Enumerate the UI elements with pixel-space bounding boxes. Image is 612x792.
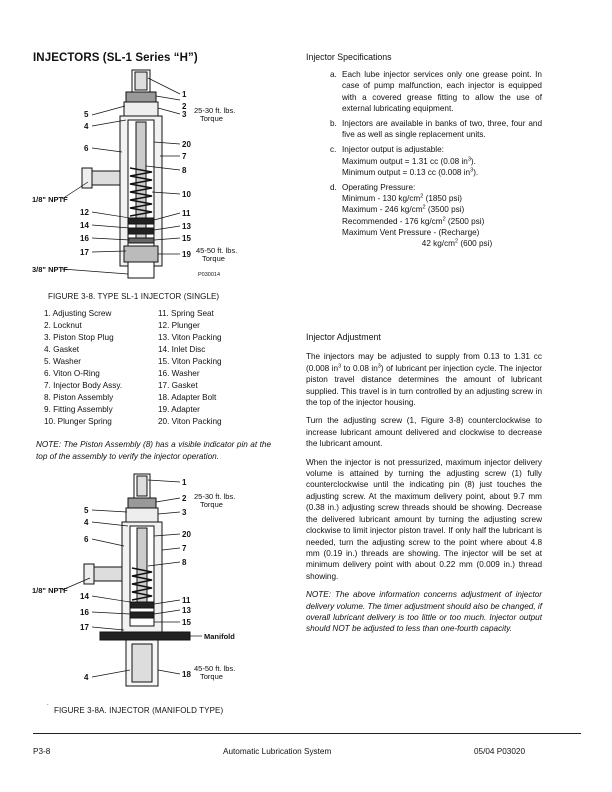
fig1-callout-16: 16 — [80, 234, 89, 243]
spec-text — [342, 182, 542, 249]
fig1-code: P030014 — [198, 272, 221, 278]
fig1-callout-17: 17 — [80, 248, 89, 257]
fig2-callout-7: 7 — [182, 544, 187, 553]
spec-item-b — [330, 118, 542, 140]
part-item: 13. Viton Packing — [158, 333, 222, 342]
adjustment-heading: Injector Adjustment — [306, 332, 381, 342]
text: Minimum - 130 kg/cm — [342, 194, 421, 204]
part-item: 9. Fitting Assembly — [44, 405, 113, 414]
specifications-heading: Injector Specifications — [306, 52, 392, 62]
spec-text: Each lube injector services only one grease point. In case of pump malfunction, each injector is equipped with a covered grease fitting to allow the use of external lubricating equipment. — [342, 70, 542, 113]
spec-d-vent: Maximum Vent Pressure - (Recharge) — [342, 227, 480, 237]
part-item: 11. Spring Seat — [158, 309, 214, 318]
spec-item-d — [330, 182, 542, 249]
fig2-callout-18: 18 — [182, 670, 191, 679]
text: (3500 psi) — [425, 205, 465, 215]
superscript: 3 — [467, 155, 471, 162]
text: The injectors may be adjusted to supply from 0.13 to 1.31 cc (0.008 in — [306, 352, 542, 373]
part-item: 5. Washer — [44, 357, 82, 366]
fig2-torque-top-label: Torque — [200, 500, 223, 509]
fig1-torque-bottom: 45-50 ft. lbs. — [196, 246, 238, 255]
part-item: 3. Piston Stop Plug — [44, 333, 114, 342]
spec-letter: d. — [330, 183, 337, 193]
fig2-callout-1: 1 — [182, 478, 187, 487]
spec-c-title: Injector output is adjustable: — [342, 145, 444, 155]
adjustment-paragraph-2: Turn the adjusting screw (1, Figure 3-8) counterclockwise to increase lubricant amount delivered and clockwise to decrease the lubricant amount. — [306, 416, 542, 449]
part-item: 17. Gasket — [158, 381, 198, 390]
fig1-callout-8: 8 — [182, 166, 187, 175]
spec-letter: c. — [330, 145, 337, 155]
text: to 0.08 in — [341, 363, 378, 373]
fig1-callout-6: 6 — [84, 144, 89, 153]
text: Maximum - 246 kg/cm — [342, 205, 423, 215]
text: (2500 psi) — [445, 216, 485, 226]
part-item: 6. Viton O-Ring — [44, 369, 100, 378]
fig1-callout-12: 12 — [80, 208, 89, 217]
footer-page-number: P3-8 — [33, 747, 51, 756]
part-item: 10. Plunger Spring — [44, 417, 112, 426]
spec-d-vent-value — [342, 238, 542, 249]
fig2-manifold-label: Manifold — [204, 632, 235, 641]
fig2-nptf: 1/8" NPTF — [32, 586, 68, 595]
fig1-callout-15: 15 — [182, 234, 191, 243]
fig2-callout-15: 15 — [182, 618, 191, 627]
page-title: INJECTORS (SL-1 Series “H”) — [33, 52, 198, 64]
fig2-callout-11: 11 — [182, 596, 191, 605]
spec-item-a — [330, 69, 542, 114]
spec-text: Injectors are available in banks of two, three, four and five as well as single replacement units. — [342, 119, 542, 140]
spec-d-title: Operating Pressure: — [342, 183, 416, 193]
spec-letter: b. — [330, 119, 337, 129]
injector-adjustment — [306, 332, 542, 642]
adjustment-paragraph-1 — [306, 351, 542, 408]
fig2-callout-13: 13 — [182, 606, 191, 615]
spec-c-min — [342, 167, 542, 178]
fig1-nptf-2: 3/8" NPTF — [32, 265, 68, 274]
stray-dot: . — [47, 701, 49, 707]
fig1-callout-3: 3 — [182, 110, 187, 119]
fig1-callout-1: 1 — [182, 90, 187, 99]
text: (1850 psi) — [423, 194, 463, 204]
spec-d-max — [342, 204, 542, 215]
part-item: 2. Locknut — [44, 321, 82, 330]
part-item: 19. Adapter — [158, 405, 200, 414]
fig1-callout-7: 7 — [182, 152, 187, 161]
part-item: 14. Inlet Disc — [158, 345, 206, 354]
text: ) of lubricant per injection cycle. The injector piston travel distance determines the amount of lubricant supplied. This travel is in turn controlled by an adjusting screw in the top of the injector housing. — [306, 363, 542, 408]
text: ). — [470, 156, 476, 166]
specifications-list — [330, 69, 542, 249]
spec-item-c — [330, 144, 542, 178]
text: Recommended - 176 kg/cm — [342, 216, 443, 226]
figure-sl1-injector-single — [30, 68, 275, 290]
fig2-callout-20: 20 — [182, 530, 191, 539]
fig2-torque-bottom: 45-50 ft. lbs. — [194, 664, 236, 673]
superscript: 2 — [455, 238, 459, 245]
parts-list-col-1 — [44, 308, 156, 428]
spec-text — [342, 144, 542, 178]
fig1-torque-bottom-label: Torque — [202, 254, 225, 263]
text: 42 kg/cm — [421, 239, 455, 249]
part-item: 1. Adjusting Screw — [44, 309, 112, 318]
figure-1-caption: FIGURE 3-8. TYPE SL-1 INJECTOR (SINGLE) — [48, 292, 220, 301]
injector-specifications — [306, 52, 542, 253]
text: (600 psi) — [458, 239, 493, 249]
fig2-callout-5: 5 — [84, 506, 89, 515]
fig1-callout-2: 2 — [182, 102, 187, 111]
fig1-callout-11: 11 — [182, 209, 191, 218]
part-item: 7. Injector Body Assy. — [44, 381, 123, 390]
figure-2-caption: FIGURE 3-8A. INJECTOR (MANIFOLD TYPE) — [54, 706, 224, 715]
superscript: 3 — [377, 363, 381, 370]
fig1-callout-5: 5 — [84, 110, 89, 119]
fig2-callout-2: 2 — [182, 494, 187, 503]
fig2-callout-4: 4 — [84, 518, 89, 527]
text: Minimum output = 0.13 cc (0.008 in — [342, 167, 471, 177]
spec-d-recommended — [342, 216, 542, 227]
fig2-callout-3: 3 — [182, 508, 187, 517]
part-item: 8. Piston Assembly — [44, 393, 114, 402]
footer-divider — [33, 733, 581, 734]
text: ). — [473, 167, 479, 177]
part-item: 20. Viton Packing — [158, 417, 222, 426]
part-item: 15. Viton Packing — [158, 357, 222, 366]
fig1-callout-20: 20 — [182, 140, 191, 149]
fig2-callout-8: 8 — [182, 558, 187, 567]
fig1-torque-top: 25-30 ft. lbs. — [194, 106, 236, 115]
spec-d-min — [342, 193, 542, 204]
fig2-torque-bottom-label: Torque — [200, 672, 223, 681]
parts-list-col-2 — [158, 308, 270, 428]
fig1-callout-13: 13 — [182, 222, 191, 231]
superscript: 2 — [420, 193, 424, 200]
part-item: 16. Washer — [158, 369, 200, 378]
spec-c-max — [342, 156, 542, 167]
part-item: 18. Adapter Bolt — [158, 393, 217, 402]
adjustment-paragraph-3: When the injector is not pressurized, maximum injector delivery volume is attained by turning the adjusting screw (1) fully counterclockwise until the indicating pin (8) just touches the adjusting screw. At the maximum delivery point, about 9.7 mm (0.38 in.) adjusting screw threads should be showing. Decrease the delivered lubricant amount by turning the adjusting screw clockwise to limit injector piston travel. If only half the lubricant is needed, turn the adjusting screw to the point where about 4.8 mm (0.19 in.) threads are showing. The injector will be set at minimum delivery point with about 0.22 mm (0.009 in.) thread showing. — [306, 457, 542, 581]
footer-doc-code: 05/04 P03020 — [474, 747, 525, 756]
fig1-callout-14: 14 — [80, 221, 89, 230]
adjustment-note: NOTE: The above information concerns adjustment of injector delivery volume. The timer adjustment should also be changed, if overall lubricant delivery is too little or too much. Injector output should NOT be adjusted to less than one-fourth capacity. — [306, 590, 542, 634]
superscript: 3 — [338, 363, 342, 370]
superscript: 2 — [442, 215, 446, 222]
fig2-callout-6: 6 — [84, 535, 89, 544]
fig2-callout-4b: 4 — [84, 673, 89, 682]
footer-title: Automatic Lubrication System — [223, 747, 332, 756]
fig2-callout-16: 16 — [80, 608, 89, 617]
superscript: 2 — [422, 204, 426, 211]
part-item: 4. Gasket — [44, 345, 80, 354]
fig1-callout-19: 19 — [182, 250, 191, 259]
spec-letter: a. — [330, 70, 337, 80]
fig1-torque-top-label: Torque — [200, 114, 223, 123]
fig1-callout-4: 4 — [84, 122, 89, 131]
part-item: 12. Plunger — [158, 321, 200, 330]
fig2-callout-14: 14 — [80, 592, 89, 601]
superscript: 3 — [470, 167, 474, 174]
text: Maximum output = 1.31 cc (0.08 in — [342, 156, 468, 166]
figure-injector-manifold-type — [30, 472, 275, 692]
fig2-callout-17: 17 — [80, 623, 89, 632]
fig1-nptf-1: 1/8" NPTF — [32, 195, 68, 204]
fig1-callout-10: 10 — [182, 190, 191, 199]
fig2-torque-top: 25-30 ft. lbs. — [194, 492, 236, 501]
piston-assembly-note: NOTE: The Piston Assembly (8) has a visible indicator pin at the top of the assembly to verify the injector operation. — [36, 440, 271, 461]
